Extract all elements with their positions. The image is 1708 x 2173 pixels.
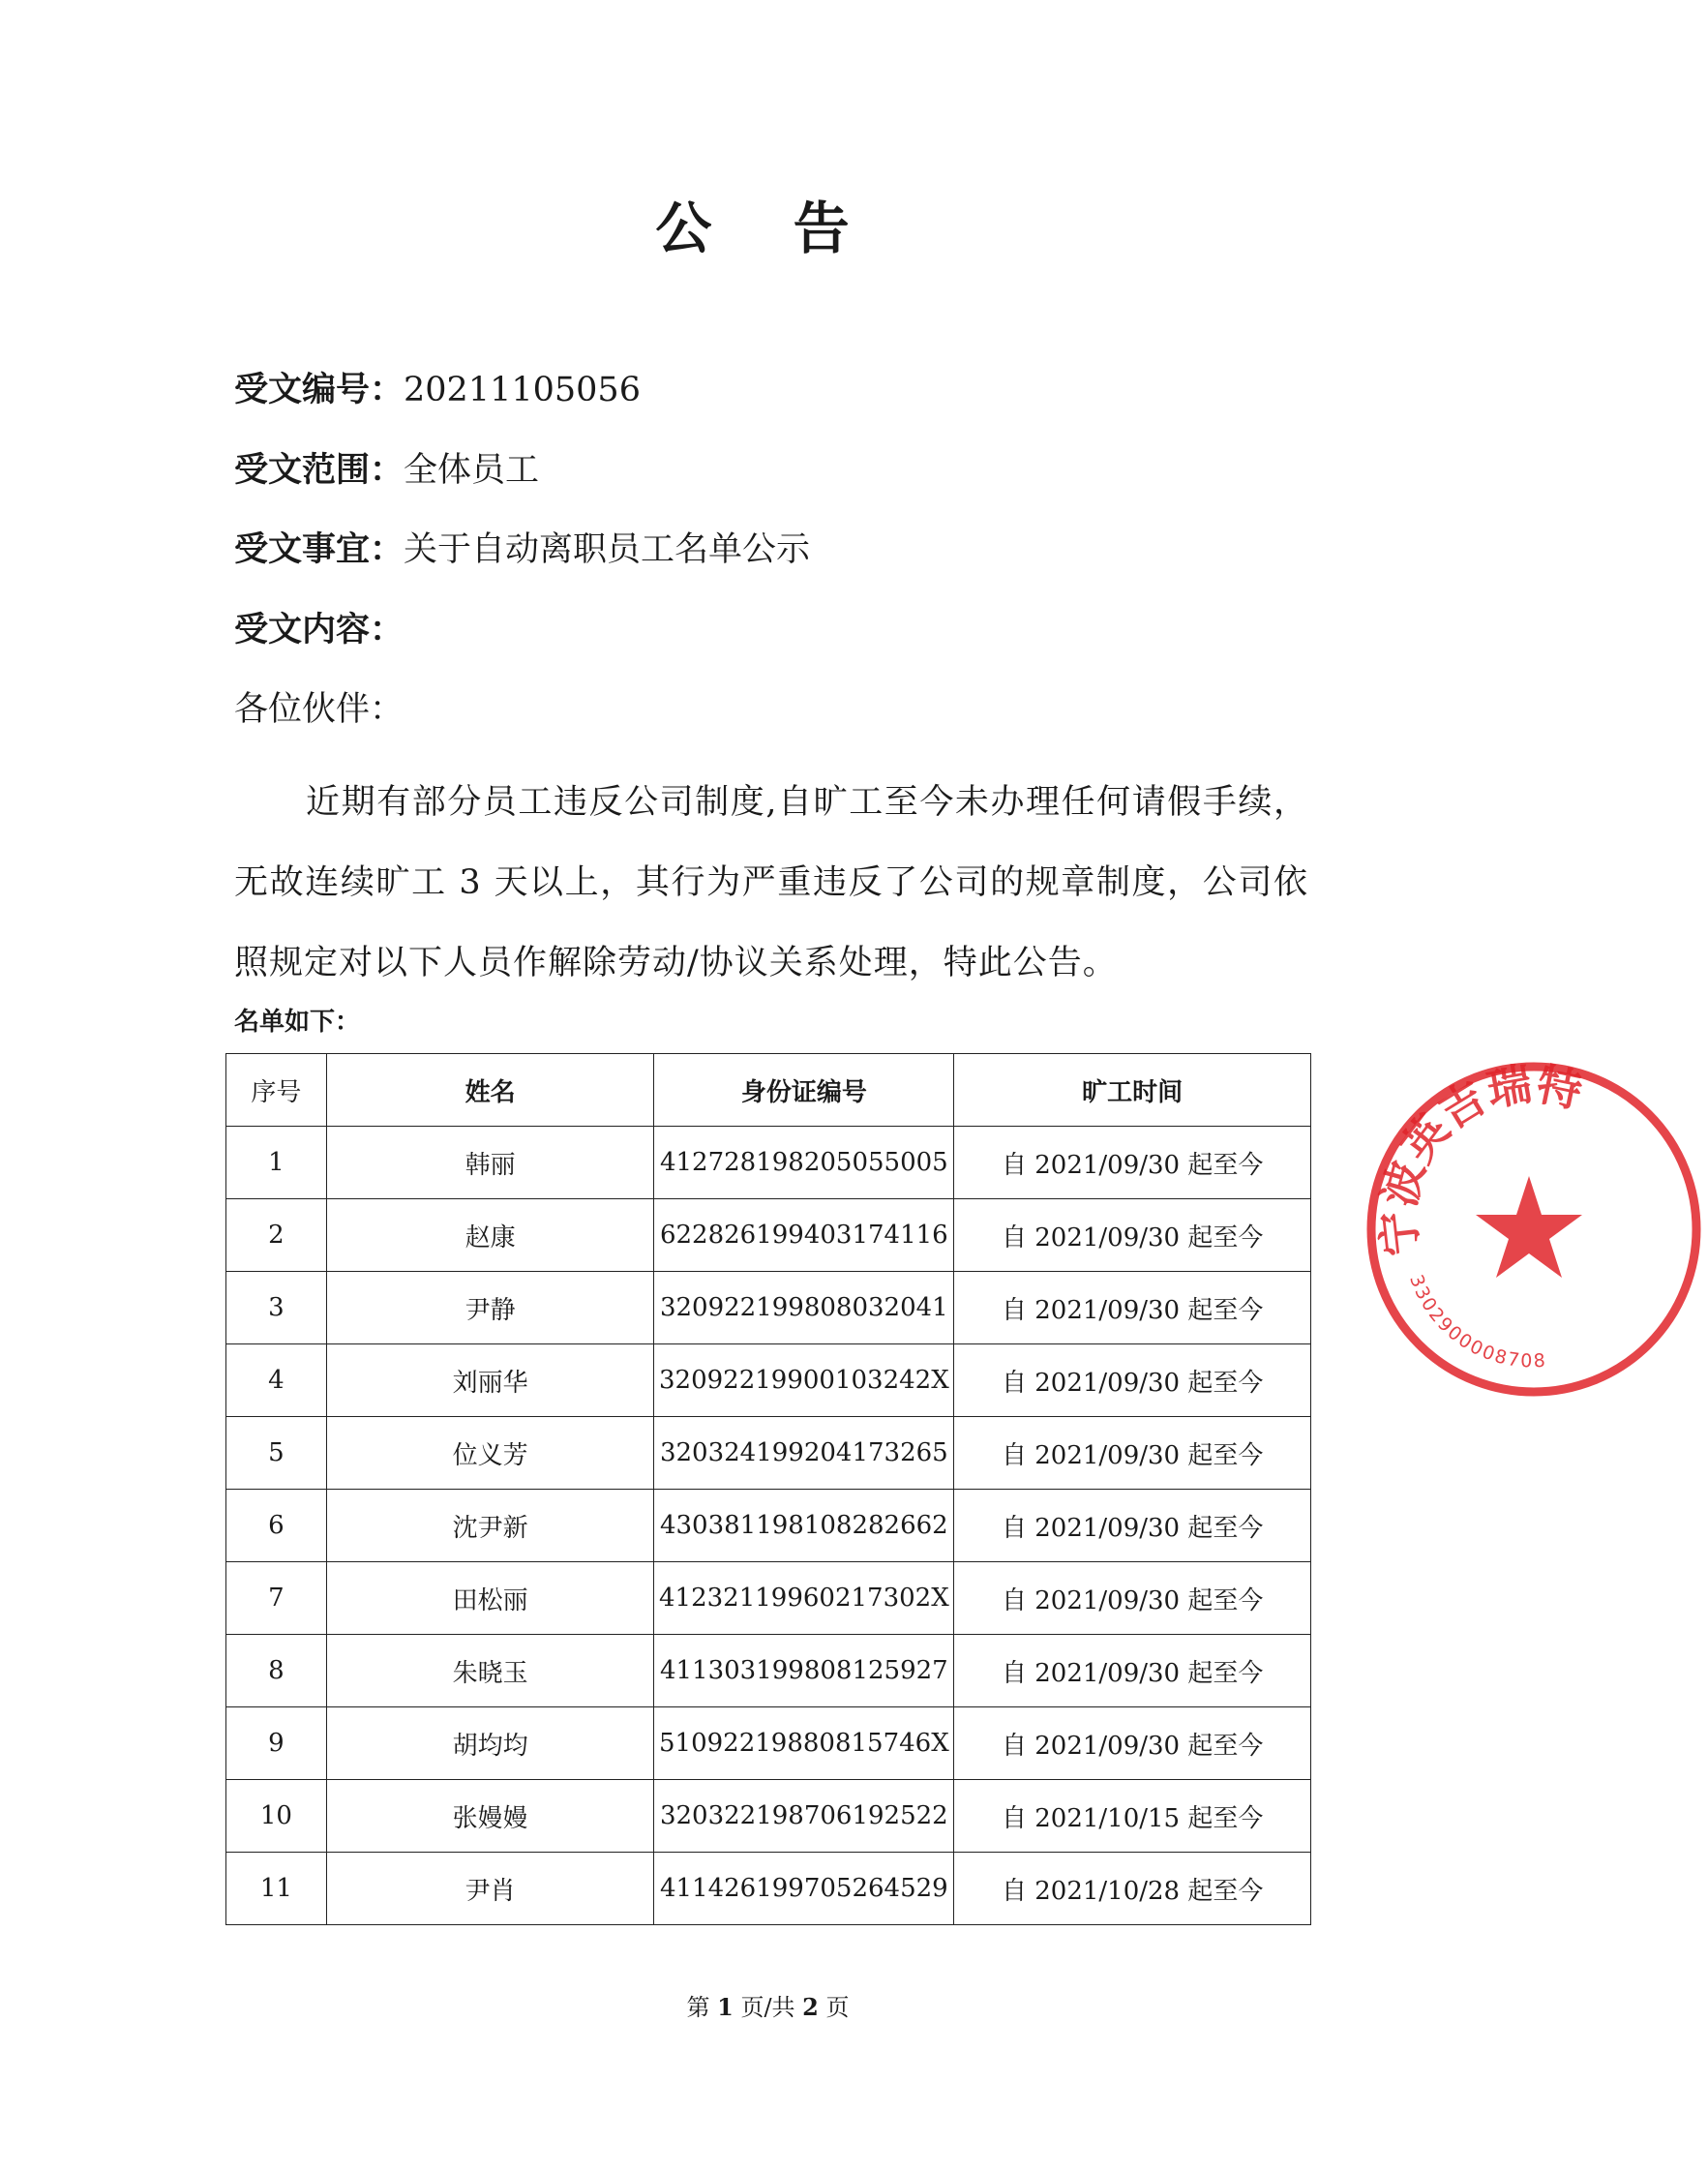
greeting: 各位伙伴： [234, 690, 405, 729]
seal-text: 宁波英吉瑞特 [1370, 1057, 1587, 1259]
cell-absence: 自 2021/09/30 起至今 [954, 1127, 1311, 1199]
cell-absence: 自 2021/09/30 起至今 [954, 1635, 1311, 1707]
seal-number: 3302900008708 [1405, 1272, 1548, 1373]
header-name: 姓名 [326, 1054, 653, 1127]
table-row [226, 1707, 1311, 1780]
cell-seq: 6 [226, 1490, 327, 1562]
cell-absence: 自 2021/10/15 起至今 [954, 1780, 1311, 1853]
cell-id: 320922199808032041 [654, 1272, 954, 1344]
cell-seq: 9 [226, 1707, 327, 1780]
cell-absence: 自 2021/10/28 起至今 [954, 1853, 1311, 1925]
table-row [226, 1127, 1311, 1199]
meta-value: 全体员工 [404, 451, 540, 490]
meta-label: 受文编号： [234, 371, 405, 409]
cell-name: 张嫚嫚 [326, 1780, 653, 1853]
page-title: 公 告 [655, 196, 881, 261]
cell-name: 沈尹新 [326, 1490, 653, 1562]
cell-id: 41232119960217302X [654, 1562, 954, 1635]
cell-id: 622826199403174116 [654, 1199, 954, 1272]
cell-name: 韩丽 [326, 1127, 653, 1199]
footer-suffix: 页 [818, 1994, 850, 2021]
cell-absence: 自 2021/09/30 起至今 [954, 1417, 1311, 1490]
meta-value: 关于自动离职员工名单公示 [404, 530, 811, 569]
employee-table [225, 1053, 1311, 1925]
cell-absence: 自 2021/09/30 起至今 [954, 1707, 1311, 1780]
table-row [226, 1635, 1311, 1707]
cell-id: 411303199808125927 [654, 1635, 954, 1707]
table-row [226, 1780, 1311, 1853]
table-row [226, 1853, 1311, 1925]
table-row [226, 1344, 1311, 1417]
header-id: 身份证编号 [654, 1054, 954, 1127]
meta-doc-number [234, 366, 641, 414]
cell-seq: 1 [226, 1127, 327, 1199]
footer-prefix: 第 [686, 1994, 718, 2021]
cell-name: 位义芳 [326, 1417, 653, 1490]
footer-page: 1 [717, 1993, 734, 2021]
meta-value: 20211105056 [404, 371, 641, 409]
body-paragraph: 近期有部分员工违反公司制度,自旷工至今未办理任何请假手续，无故连续旷工 3 天以上，其行为严重违反了公司的规章制度，公司依照规定对以下人员作解除劳动/协议关系处理，特此公告。 [234, 783, 1308, 982]
table-header-row [226, 1054, 1311, 1127]
cell-id: 320322198706192522 [654, 1780, 954, 1853]
star-icon [1476, 1176, 1582, 1278]
cell-seq: 3 [226, 1272, 327, 1344]
cell-seq: 5 [226, 1417, 327, 1490]
meta-label: 受文事宜： [234, 530, 405, 569]
meta-scope [234, 446, 539, 495]
header-seq: 序号 [226, 1054, 327, 1127]
cell-id: 411426199705264529 [654, 1853, 954, 1925]
cell-name: 朱晓玉 [326, 1635, 653, 1707]
cell-name: 赵康 [326, 1199, 653, 1272]
table-row [226, 1562, 1311, 1635]
table-row [226, 1272, 1311, 1344]
cell-name: 田松丽 [326, 1562, 653, 1635]
meta-content [234, 606, 404, 654]
cell-name: 刘丽华 [326, 1344, 653, 1417]
cell-seq: 8 [226, 1635, 327, 1707]
cell-name: 胡均均 [326, 1707, 653, 1780]
list-label: 名单如下： [234, 1008, 361, 1037]
cell-absence: 自 2021/09/30 起至今 [954, 1199, 1311, 1272]
cell-name: 尹静 [326, 1272, 653, 1344]
cell-id: 412728198205055005 [654, 1127, 954, 1199]
meta-label: 受文范围： [234, 451, 405, 490]
cell-id: 320324199204173265 [654, 1417, 954, 1490]
footer-total: 2 [802, 1993, 819, 2021]
company-seal [1360, 1055, 1708, 1403]
footer-middle: 页/共 [733, 1994, 803, 2021]
table-row [226, 1490, 1311, 1562]
cell-absence: 自 2021/09/30 起至今 [954, 1490, 1311, 1562]
cell-absence: 自 2021/09/30 起至今 [954, 1562, 1311, 1635]
cell-seq: 4 [226, 1344, 327, 1417]
cell-id: 430381198108282662 [654, 1490, 954, 1562]
cell-id: 32092219900103242X [654, 1344, 954, 1417]
cell-absence: 自 2021/09/30 起至今 [954, 1272, 1311, 1344]
cell-seq: 11 [226, 1853, 327, 1925]
meta-label: 受文内容： [234, 611, 405, 649]
cell-seq: 10 [226, 1780, 327, 1853]
table-row [226, 1199, 1311, 1272]
header-absence: 旷工时间 [954, 1054, 1311, 1127]
cell-absence: 自 2021/09/30 起至今 [954, 1344, 1311, 1417]
cell-name: 尹肖 [326, 1853, 653, 1925]
table-row [226, 1417, 1311, 1490]
cell-seq: 7 [226, 1562, 327, 1635]
meta-subject [234, 526, 810, 574]
cell-seq: 2 [226, 1199, 327, 1272]
cell-id: 51092219880815746X [654, 1707, 954, 1780]
page-footer [0, 1988, 1536, 2022]
